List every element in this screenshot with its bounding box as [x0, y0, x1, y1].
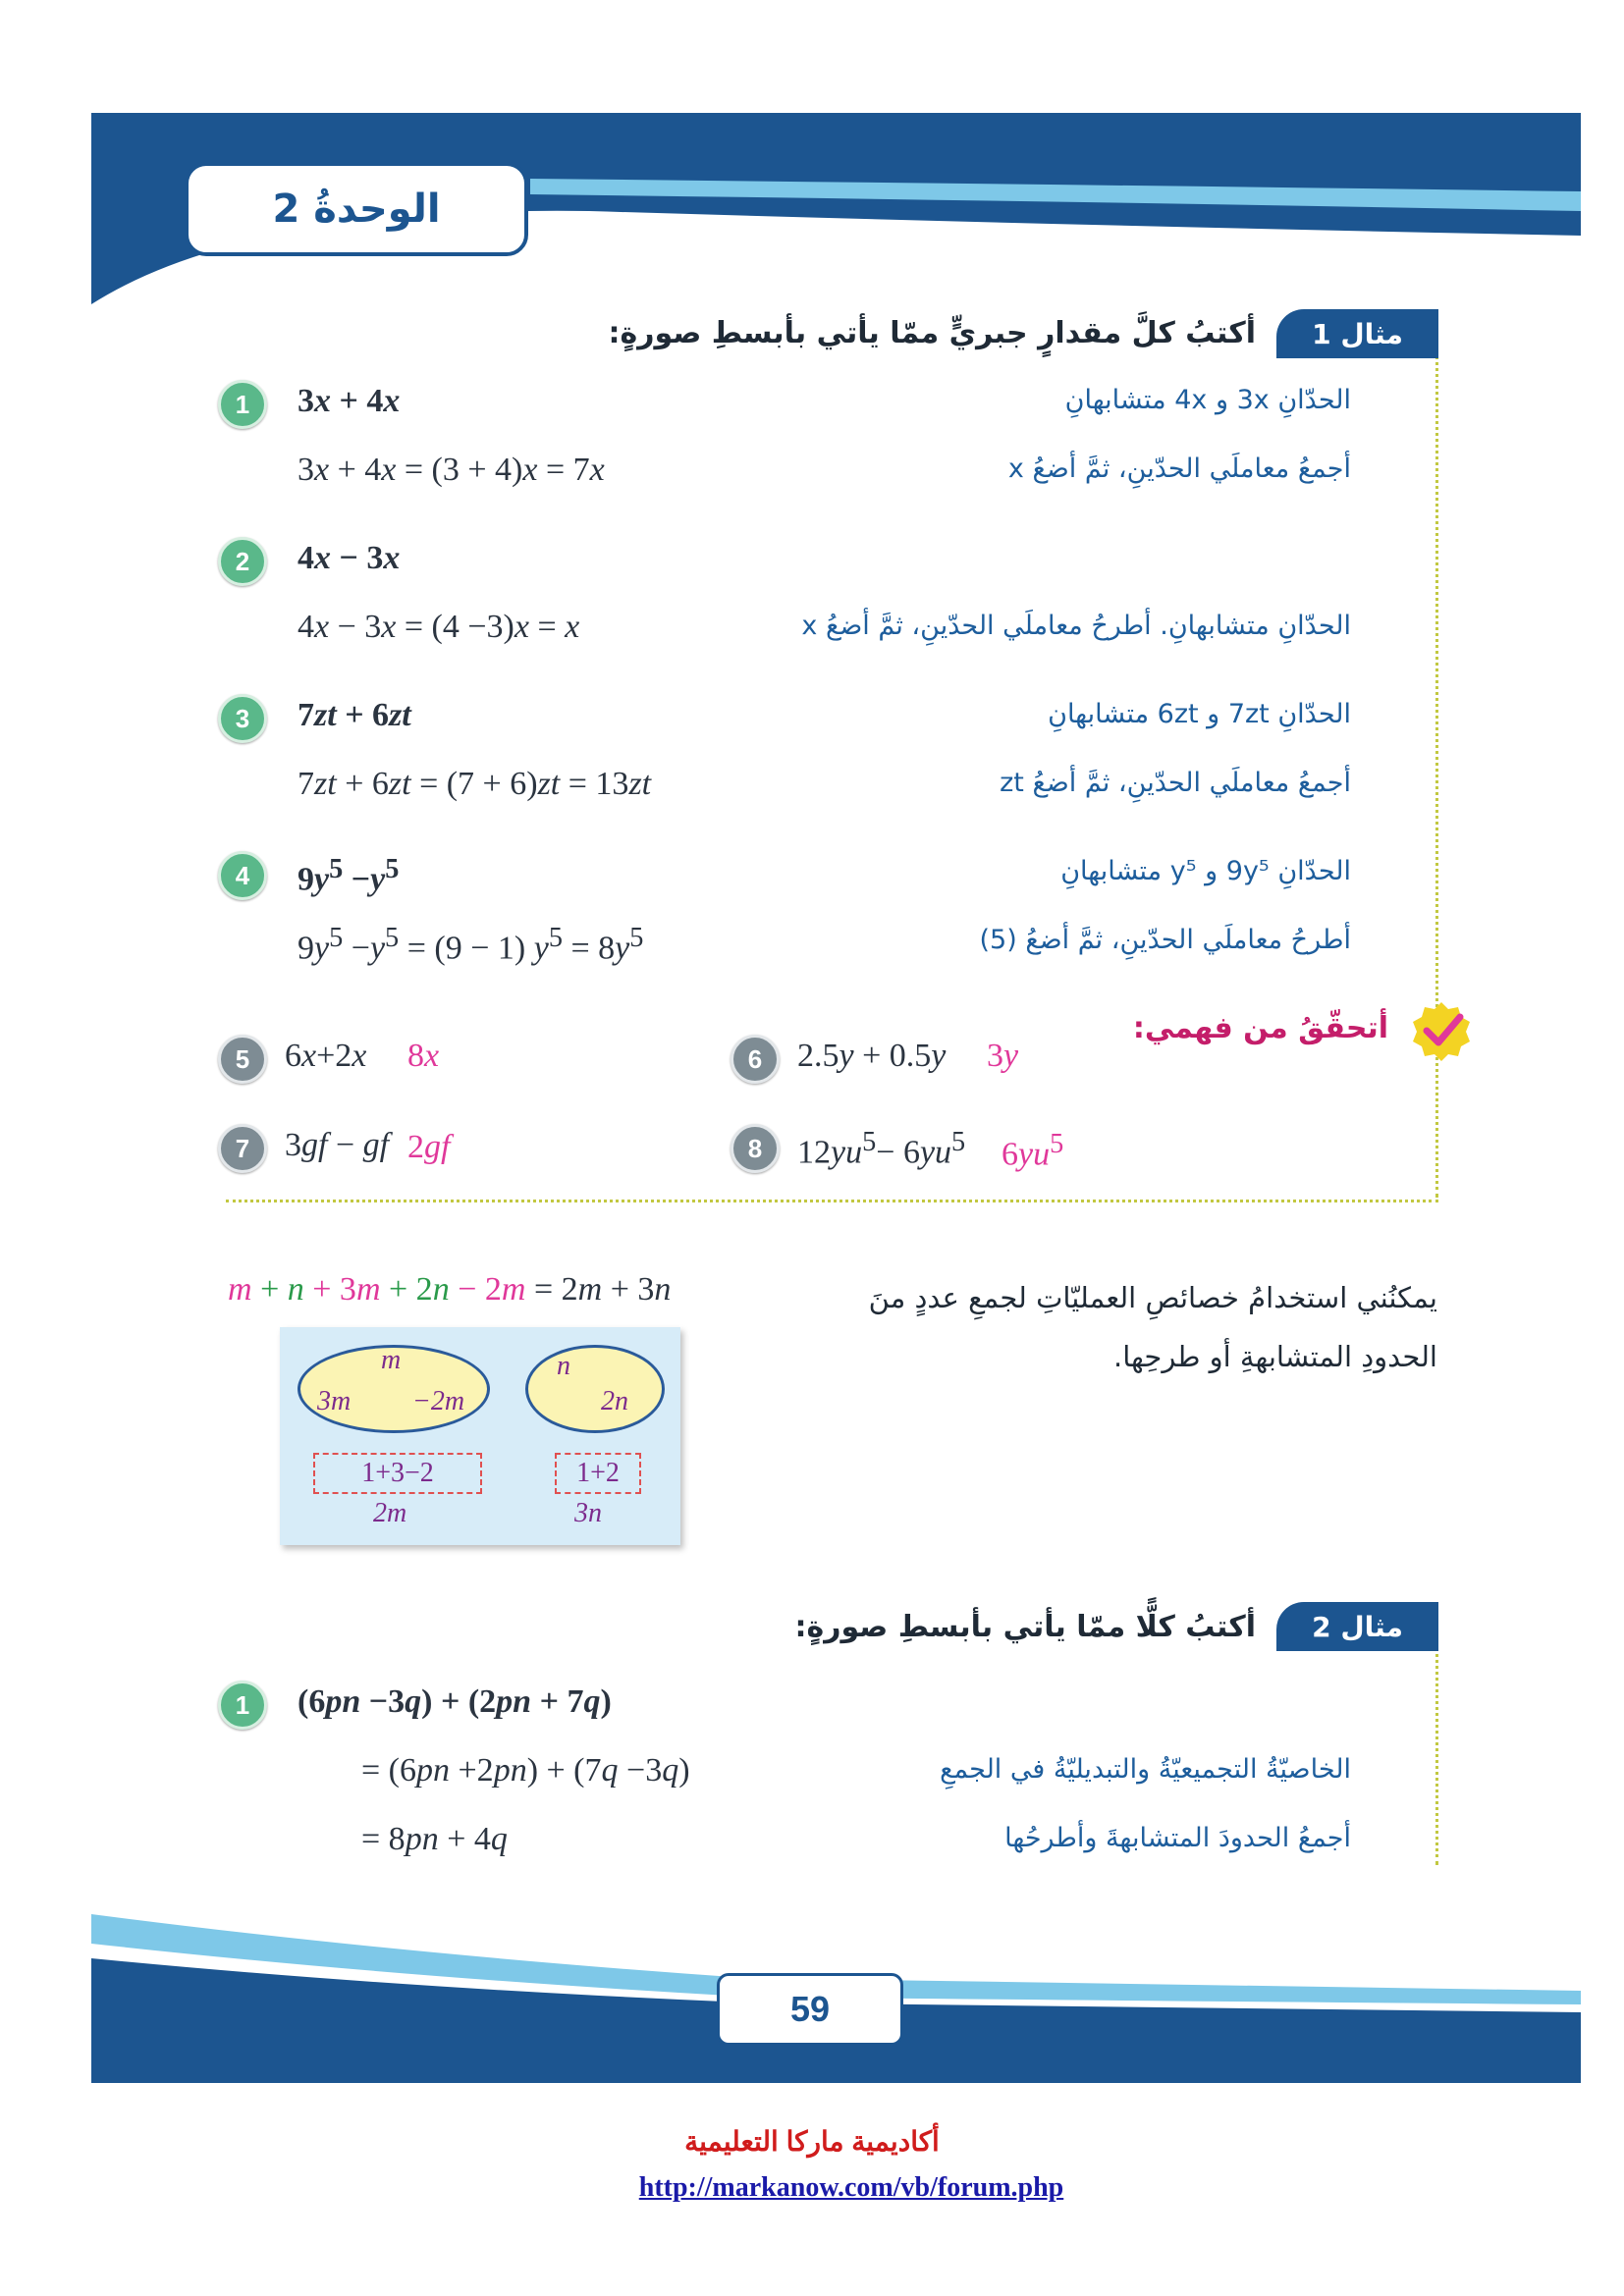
example1-item4-work: $9y^5 -y^5 = (9 - 1) y^5 = 8y^5$ — [298, 923, 644, 967]
venn-m-term: −2m — [412, 1386, 465, 1416]
properties-text-line1: يمكنُني استخدامُ خصائصِ العمليّاتِ لجمعِ عددٍ منَ — [868, 1281, 1437, 1314]
check-item6-expression: 2.5y + 0.5y — [797, 1038, 947, 1074]
example1-item1-work: 3x + 4x = (3 + 4)x = 7x — [298, 452, 605, 488]
example2-border — [1435, 1629, 1438, 1865]
venn-n-term: 2n — [601, 1386, 628, 1416]
example1-border — [1435, 355, 1438, 1198]
example1-item4-expression: $9y^5 -y^5$ — [298, 854, 400, 898]
page-number: 59 — [789, 1989, 831, 2029]
venn-m-term: 3m — [317, 1386, 352, 1416]
item-number-badge: 5 — [218, 1035, 267, 1084]
check-item5-answer: 8x — [407, 1038, 440, 1074]
unit-label: الوحدةُ 2 — [272, 187, 441, 232]
example2-step2: = 8pn + 4q — [361, 1821, 508, 1857]
item-number-badge: 1 — [218, 1681, 267, 1730]
example2-expression: (6pn −3q) + (2pn + 7q) — [298, 1683, 612, 1720]
example1-item4-note1: الحدّانِ 9y⁵ و y⁵ متشابهانِ — [1060, 856, 1351, 886]
example1-item2-expression: 4x − 3x — [298, 540, 401, 576]
example2-step1: = (6pn +2pn) + (7q −3q) — [361, 1752, 690, 1789]
check-item7-answer: 2gf — [407, 1129, 451, 1165]
check-item8-answer: $6yu^5$ — [1001, 1129, 1064, 1173]
example2-note1: الخاصيّةُ التجميعيّةُ والتبديليّةُ في الجمعِ — [940, 1754, 1351, 1785]
example1-item3-expression: 7zt + 6zt — [298, 697, 411, 733]
example1-item1-note2: أجمعُ معاملَي الحدّينِ، ثمَّ أضعُ x — [1007, 454, 1351, 484]
properties-equation: m + n + 3m + 2n − 2m = 2m + 3n — [228, 1271, 672, 1308]
unit-label-box — [185, 162, 528, 256]
item-number-badge: 4 — [218, 851, 267, 900]
example1-item3-note1: الحدّانِ 7zt و 6zt متشابهانِ — [1048, 699, 1351, 729]
example2-tab-label: مثال 2 — [1312, 1610, 1403, 1643]
n-coefficient-sum: 1+2 — [555, 1453, 641, 1494]
academy-name: أكاديمية ماركا التعليمية — [684, 2126, 940, 2157]
example1-item1-expression: 3x + 4x — [298, 383, 401, 419]
example2-note2: أجمعُ الحدودَ المتشابهةَ وأطرحُها — [1004, 1823, 1351, 1853]
venn-m-result: 2m — [373, 1498, 407, 1528]
venn-n-label: n — [557, 1351, 570, 1381]
example1-item2-work: 4x − 3x = (4 −3)x = x — [298, 609, 580, 645]
n-terms-ellipse — [525, 1345, 665, 1433]
example2-instruction: أكتبُ كلًّا ممّا يأتي بأبسطِ صورةٍ: — [794, 1610, 1256, 1644]
page-number-box — [717, 1973, 903, 2046]
check-item6-answer: 3y — [987, 1038, 1019, 1074]
example1-item4-note2: أطرحُ معاملَي الحدّينِ، ثمَّ أضعُ (5) — [979, 925, 1351, 955]
item-number-badge: 8 — [731, 1124, 780, 1173]
item-number-badge: 7 — [218, 1124, 267, 1173]
venn-n-result: 3n — [574, 1498, 602, 1528]
m-coefficient-sum: 1+3−2 — [313, 1453, 482, 1494]
example1-bottom-border — [226, 1200, 1438, 1202]
example1-item3-work: 7zt + 6zt = (7 + 6)zt = 13zt — [298, 766, 652, 802]
example1-tab — [1276, 309, 1438, 358]
check-item7-expression: 3gf − gf — [285, 1127, 390, 1163]
example1-item3-note2: أجمعُ معاملَي الحدّينِ، ثمَّ أضعُ zt — [1000, 768, 1351, 798]
item-number-badge: 3 — [218, 694, 267, 743]
forum-link[interactable]: http://markanow.com/vb/forum.php — [638, 2172, 1064, 2203]
properties-text-line2: الحدودِ المتشابهةِ أو طرحِها. — [1112, 1340, 1437, 1373]
check-item8-expression: $12yu^5- 6yu^5$ — [797, 1127, 966, 1171]
example1-tab-label: مثال 1 — [1312, 317, 1403, 350]
example1-item2-note2: الحدّانِ متشابهانِ. أطرحُ معاملَي الحدّينِ، ثمَّ أضعُ x — [801, 611, 1351, 641]
item-number-badge: 1 — [218, 380, 267, 429]
example2-tab — [1276, 1602, 1438, 1651]
check-item5-expression: 6x+2x — [285, 1038, 367, 1074]
venn-m-label: m — [381, 1345, 402, 1375]
check-understanding-title: أتحقّقُ من فهمي: — [1132, 1011, 1388, 1045]
item-number-badge: 2 — [218, 537, 267, 586]
item-number-badge: 6 — [731, 1035, 780, 1084]
venn-diagram-panel — [280, 1327, 680, 1545]
example1-item1-note1: الحدّانِ 3x و 4x متشابهانِ — [1064, 385, 1351, 415]
example1-instruction: أكتبُ كلَّ مقدارٍ جبريٍّ ممّا يأتي بأبسطِ صورةٍ: — [608, 316, 1256, 350]
checkmark-badge-icon — [1409, 999, 1474, 1064]
